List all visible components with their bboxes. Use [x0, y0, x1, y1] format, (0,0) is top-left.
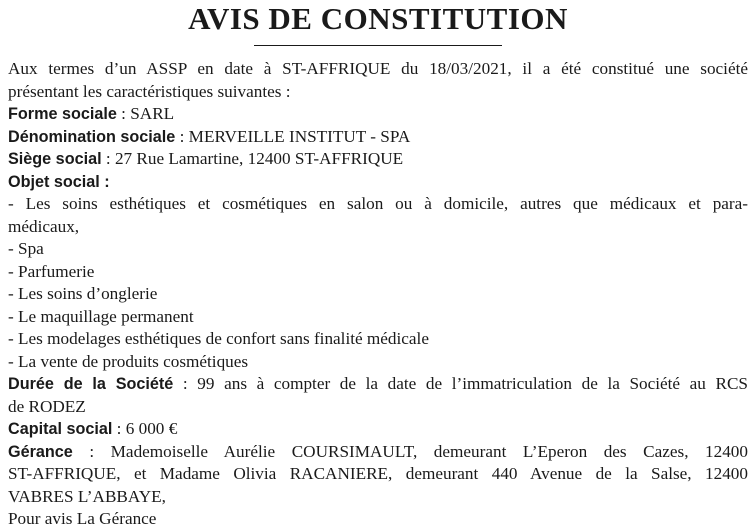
siege-label: Siège social	[8, 150, 102, 168]
objet-list-item: - Les modelages esthétiques de confort sans finalité médicale	[8, 329, 429, 348]
duree-label: Durée de la Société	[8, 375, 174, 393]
title-divider	[254, 45, 502, 46]
objet-list-item: - Les soins d’onglerie	[8, 284, 158, 303]
duree-value-2: de RODEZ	[8, 396, 86, 416]
notice-title: AVIS DE CONSTITUTION	[188, 1, 568, 36]
denomination-value: : MERVEILLE INSTITUT - SPA	[175, 126, 411, 146]
capital-social	[8, 418, 748, 441]
denomination-sociale	[8, 126, 748, 149]
siege-social	[8, 148, 748, 171]
gerance-value-3: VABRES L’ABBAYE,	[8, 486, 166, 506]
objet-label-suffix: :	[99, 172, 110, 191]
objet-list-item: - La vente de produits cosmétiques	[8, 351, 249, 371]
objet-social-heading	[8, 171, 748, 194]
duree-line-1	[8, 373, 748, 396]
intro-line-2: présentant les caractéristiques suivantes :	[8, 81, 291, 101]
forme-sociale-value: : SARL	[116, 104, 175, 123]
objet-list-item: - Parfumerie	[8, 261, 95, 281]
siege-value: : 27 Rue Lamartine, 12400 ST-AFFRIQUE	[101, 149, 404, 168]
capital-value: : 6 000 €	[112, 419, 178, 438]
capital-label: Capital social	[8, 420, 113, 438]
intro-line-1: Aux termes d’un ASSP en date à ST-AFFRIQUE du 18/03/2021, il a été constitué une société	[8, 59, 748, 78]
duree-value-1: : 99 ans à compter de la date de l’immatriculation de la Société au RCS	[173, 374, 748, 393]
gerance-label: Gérance	[8, 442, 73, 461]
gerance-line-1	[8, 441, 748, 464]
objet-list-item: - Spa	[8, 239, 44, 258]
denomination-label: Dénomination sociale	[8, 127, 176, 146]
objet-list-item: - Le maquillage permanent	[8, 306, 194, 326]
gerance-value-2: ST-AFFRIQUE, et Madame Olivia RACANIERE, demeurant 440 Avenue de la Salse, 12400	[8, 464, 748, 483]
closing-line: Pour avis La Gérance	[8, 509, 157, 528]
gerance-value-1: : Mademoiselle Aurélie COURSIMAULT, demeurant L’Eperon des Cazes, 12400	[72, 441, 748, 461]
forme-sociale	[8, 103, 748, 126]
forme-sociale-label: Forme sociale	[8, 105, 117, 123]
notice-body	[8, 58, 748, 531]
objet-label: Objet social	[8, 172, 100, 191]
objet-item-1-line-1: - Les soins esthétiques et cosmétiques en salon ou à domicile, autres que médicaux et para-	[8, 194, 748, 213]
objet-item-1-line-2: médicaux,	[8, 216, 80, 236]
